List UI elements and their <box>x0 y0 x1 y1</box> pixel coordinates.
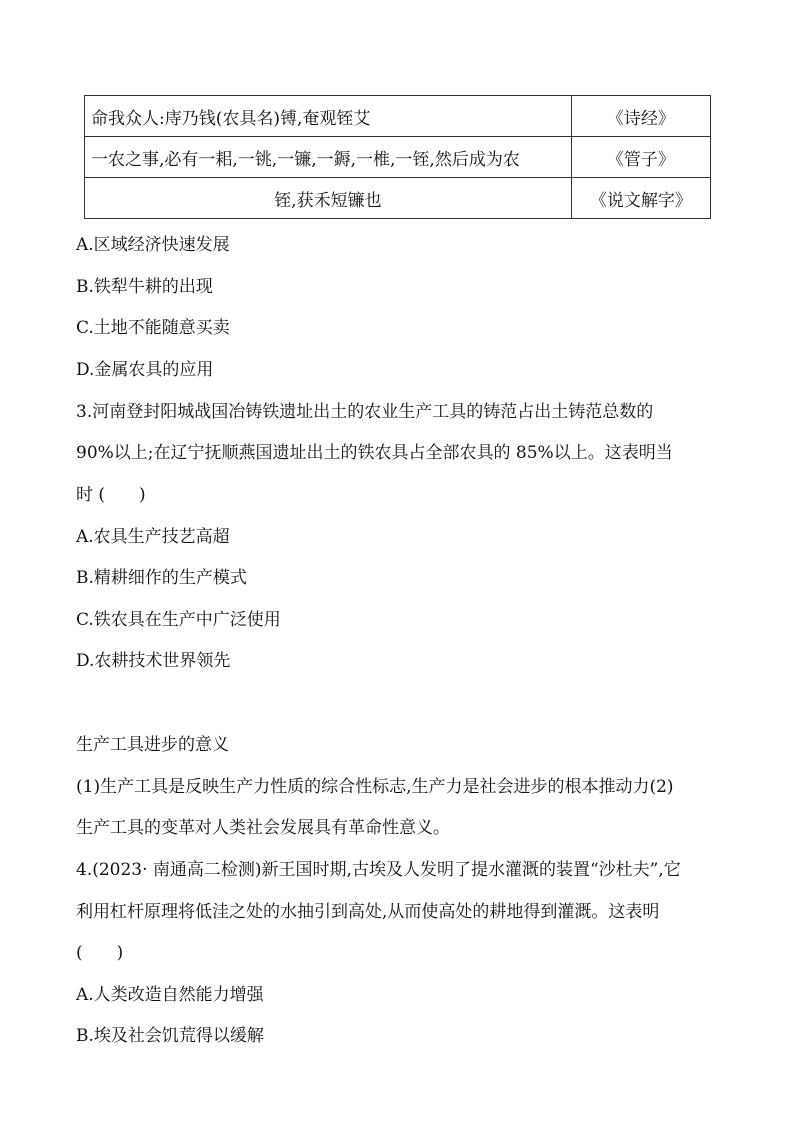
q4-stem-line3: ( ) <box>76 943 124 963</box>
table-cell-quote: 铚,获禾短镰也 <box>85 178 572 219</box>
q3-stem-line2: 90%以上;在辽宁抚顺燕国遗址出土的铁农具占全部农具的 85%以上。这表明当 <box>76 443 673 463</box>
q2-option-b: B.铁犁牛耕的出现 <box>76 277 213 297</box>
q4-option-b: B.埃及社会饥荒得以缓解 <box>76 1026 264 1046</box>
table-cell-book: 《管子》 <box>571 137 710 178</box>
q3-option-b: B.精耕细作的生产模式 <box>76 568 247 588</box>
q3-option-a: A.农具生产技艺高超 <box>76 527 230 547</box>
q3-option-c: C.铁农具在生产中广泛使用 <box>76 610 281 630</box>
table-cell-quote: 命我众人:庤乃钱(农具名)镈,奄观铚艾 <box>85 96 572 137</box>
table-cell-book: 《说文解字》 <box>571 178 710 219</box>
q3-stem-line1: 3.河南登封阳城战国冶铸铁遗址出土的农业生产工具的铸范占出土铸范总数的 <box>76 402 654 422</box>
q2-option-a: A.区域经济快速发展 <box>76 235 230 255</box>
note-line2: 生产工具的变革对人类社会发展具有革命性意义。 <box>76 818 450 838</box>
note-line1: (1)生产工具是反映生产力性质的综合性标志,生产力是社会进步的根本推动力(2) <box>76 777 674 797</box>
table-row <box>85 178 711 219</box>
q2-option-c: C.土地不能随意买卖 <box>76 318 230 338</box>
q4-stem-line1: 4.(2023· 南通高二检测)新王国时期,古埃及人发明了提水灌溉的装置“沙杜夫”,它 <box>76 860 681 880</box>
q4-option-a: A.人类改造自然能力增强 <box>76 985 264 1005</box>
table-cell-quote: 一农之事,必有一耜,一铫,一镰,一鎒,一椎,一铚,然后成为农 <box>85 137 572 178</box>
table-cell-book: 《诗经》 <box>571 96 710 137</box>
table-row <box>85 137 711 178</box>
q3-stem-line3: 时 ( ) <box>76 485 146 505</box>
q2-option-d: D.金属农具的应用 <box>76 360 214 380</box>
note-title: 生产工具进步的意义 <box>76 735 229 755</box>
q3-option-d: D.农耕技术世界领先 <box>76 651 231 671</box>
q4-stem-line2: 利用杠杆原理将低洼之处的水抽引到高处,从而使高处的耕地得到灌溉。这表明 <box>76 902 660 922</box>
source-table <box>84 95 711 219</box>
table-row <box>85 96 711 137</box>
